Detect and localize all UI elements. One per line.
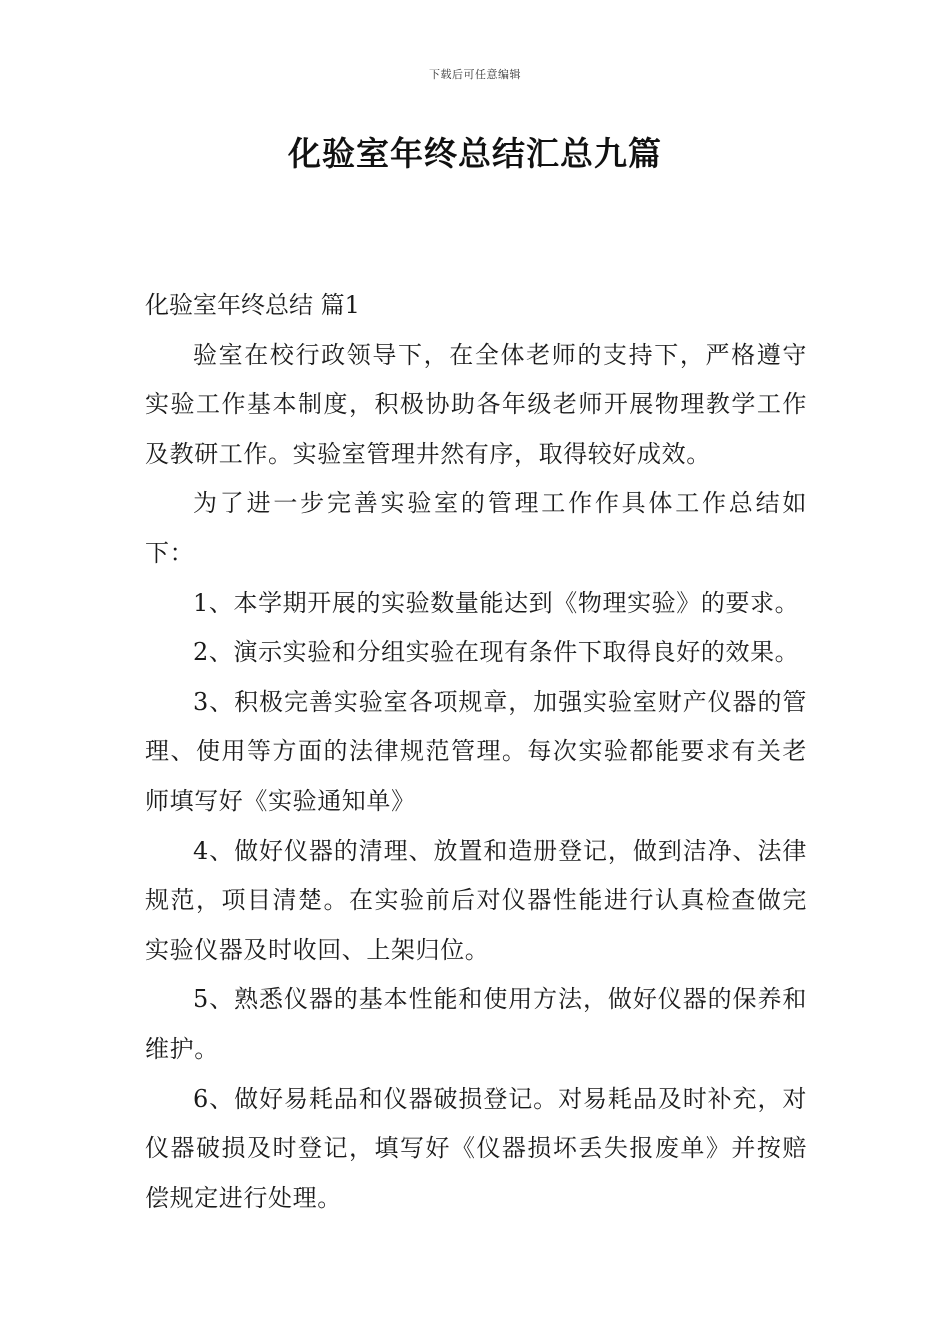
- list-item-1: 1、本学期开展的实验数量能达到《物理实验》的要求。: [193, 588, 800, 617]
- list-item-2: 2、演示实验和分组实验在现有条件下取得良好的效果。: [193, 638, 800, 667]
- paragraph-intro: 验室在校行政领导下，在全体老师的支持下，严格遵守实验工作基本制度，积极协助各年级老师开展物理教学工作及教研工作。实验室管理井然有序，取得较好成效。: [145, 340, 807, 468]
- list-item-4: 4、做好仪器的清理、放置和造册登记，做到洁净、法律规范，项目清楚。在实验前后对仪器性能进行认真检查做完实验仪器及时收回、上架归位。: [145, 836, 807, 964]
- list-item-3: 3、积极完善实验室各项规章，加强实验室财产仪器的管理、使用等方面的法律规范管理。每次实验都能要求有关老师填写好《实验通知单》: [145, 687, 807, 815]
- paragraph-summary-lead: 为了进一步完善实验室的管理工作作具体工作总结如下：: [145, 489, 807, 567]
- list-item-5: 5、熟悉仪器的基本性能和使用方法，做好仪器的保养和维护。: [145, 985, 807, 1063]
- document-body: [145, 281, 807, 1223]
- header-note: 下载后可任意编辑: [429, 68, 521, 81]
- section-heading: 化验室年终总结 篇1: [145, 291, 360, 319]
- list-item-6: 6、做好易耗品和仪器破损登记。对易耗品及时补充，对仪器破损及时登记，填写好《仪器损坏丢失报废单》并按赔偿规定进行处理。: [145, 1084, 807, 1212]
- document-title: 化验室年终总结汇总九篇: [288, 134, 662, 173]
